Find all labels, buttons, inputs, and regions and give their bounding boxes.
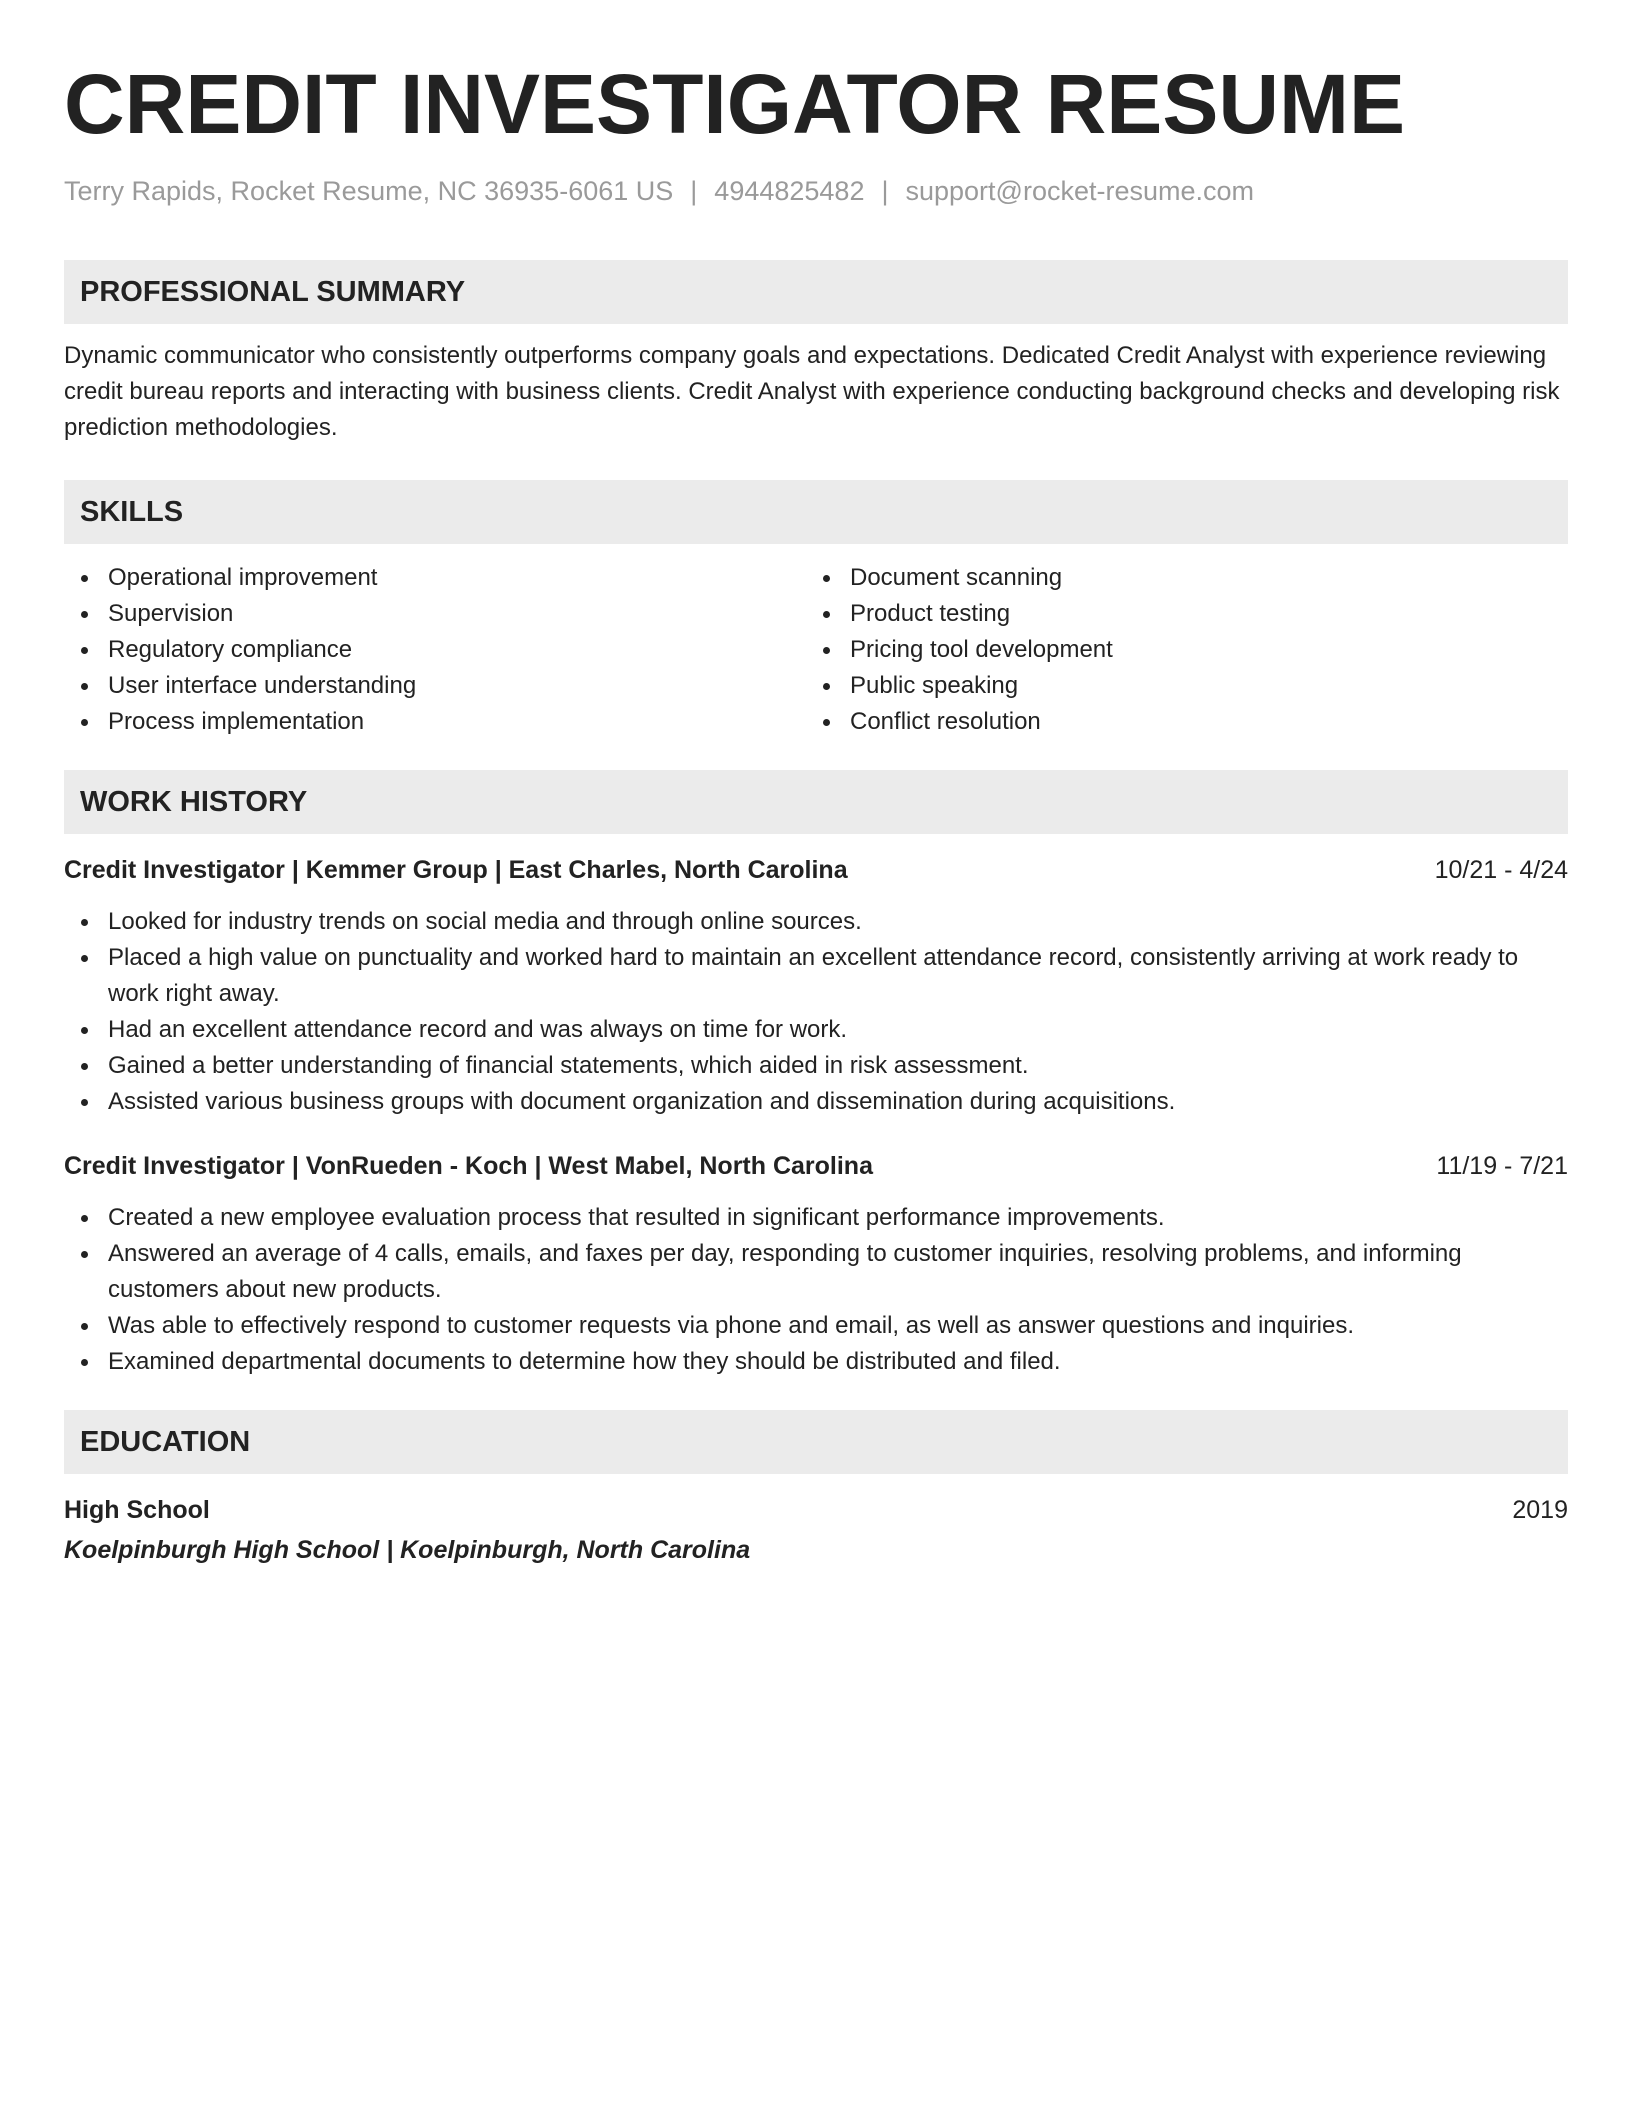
job-bullets [64,904,1568,1120]
skill-item: Process implementation [64,704,806,740]
education-school: Koelpinburgh High School | Koelpinburgh, North Carolina [64,1536,751,1564]
skill-item: Operational improvement [64,560,806,596]
skills-column-left [64,560,806,740]
job-header [64,852,1568,888]
section-header-education: EDUCATION [64,1410,1568,1474]
resume-title: CREDIT INVESTIGATOR RESUME [64,57,1406,151]
job-dates: 10/21 - 4/24 [1434,856,1568,884]
job-entry [64,852,1568,1120]
job-bullet: Was able to effectively respond to customer requests via phone and email, as well as answer questions and inquiries. [64,1308,1568,1344]
skill-item: Pricing tool development [806,632,1548,668]
job-bullet: Placed a high value on punctuality and worked hard to maintain an excellent attendance record, consistently arriving at work ready to work right away. [64,940,1568,1012]
education-header [64,1492,1568,1528]
contact-line [64,174,1568,208]
skill-item: Conflict resolution [806,704,1548,740]
job-header [64,1148,1568,1184]
job-bullet: Had an excellent attendance record and was always on time for work. [64,1012,1568,1048]
skill-item: User interface understanding [64,668,806,704]
contact-address: Terry Rapids, Rocket Resume, NC 36935-6061 US [64,176,674,206]
skills-column-right [806,560,1548,740]
contact-phone: 4944825482 [714,176,865,206]
skill-item: Document scanning [806,560,1548,596]
contact-email: support@rocket-resume.com [905,176,1255,206]
job-bullet: Created a new employee evaluation process that resulted in significant performance improvements. [64,1200,1568,1236]
job-entry [64,1148,1568,1380]
job-bullet: Answered an average of 4 calls, emails, and faxes per day, responding to customer inquiries, resolving problems, and informing customers about new products. [64,1236,1568,1308]
education-degree: High School [64,1496,210,1524]
skill-item: Supervision [64,596,806,632]
skill-item: Product testing [806,596,1548,632]
contact-separator: | [881,176,889,206]
education-year: 2019 [1512,1496,1568,1524]
skill-item: Public speaking [806,668,1548,704]
section-header-skills: SKILLS [64,480,1568,544]
job-bullets [64,1200,1568,1380]
job-title: Credit Investigator | Kemmer Group | East Charles, North Carolina [64,856,848,884]
summary-text: Dynamic communicator who consistently outperforms company goals and expectations. Dedicated Credit Analyst with experience reviewing credit bureau reports and interacting with business clients. Credit Analyst with experience conducting background checks and developing risk prediction methodologies. [64,342,1560,441]
job-bullet: Assisted various business groups with document organization and dissemination during acquisitions. [64,1084,1568,1120]
education-entry [64,1492,1568,1568]
job-bullet: Looked for industry trends on social media and through online sources. [64,904,1568,940]
job-bullet: Gained a better understanding of financial statements, which aided in risk assessment. [64,1048,1568,1084]
section-header-summary: PROFESSIONAL SUMMARY [64,260,1568,324]
section-header-work-history: WORK HISTORY [64,770,1568,834]
job-dates: 11/19 - 7/21 [1436,1152,1568,1180]
contact-separator: | [690,176,698,206]
job-bullet: Examined departmental documents to determine how they should be distributed and filed. [64,1344,1568,1380]
job-title: Credit Investigator | VonRueden - Koch | West Mabel, North Carolina [64,1152,873,1180]
skill-item: Regulatory compliance [64,632,806,668]
skills-grid [64,560,1568,740]
